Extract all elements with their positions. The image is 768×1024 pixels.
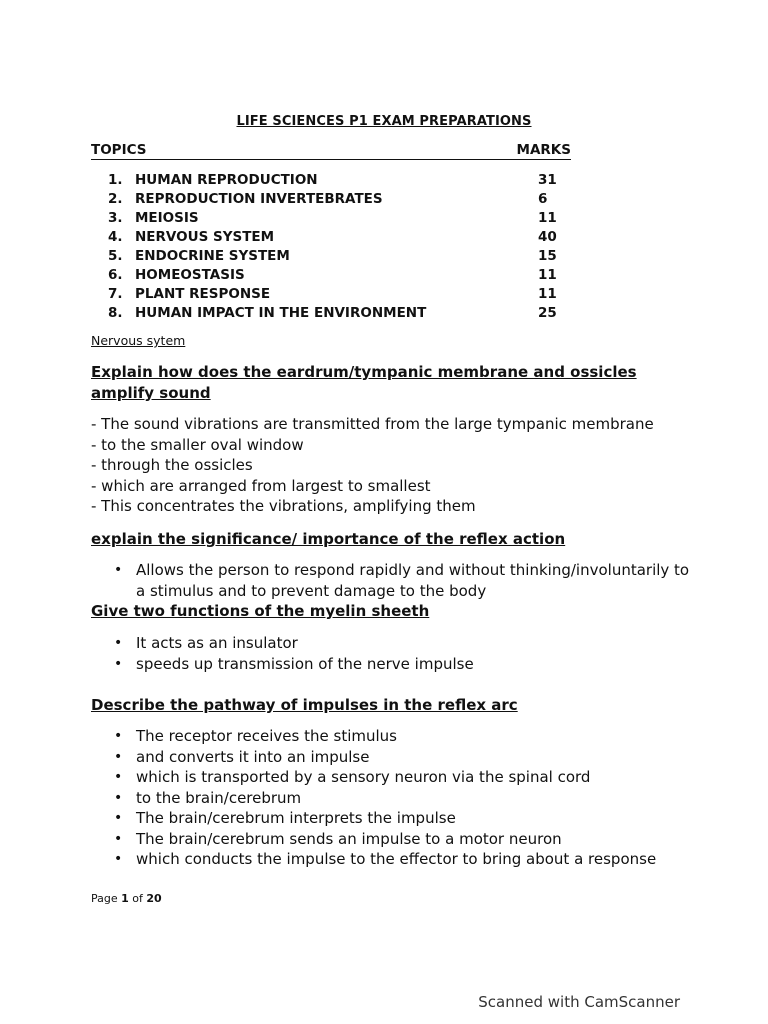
topic-name: HUMAN IMPACT IN THE ENVIRONMENT [135, 304, 427, 321]
answer-text: The brain/cerebrum sends an impulse to a motor neuron [136, 829, 562, 848]
page-current: 1 [121, 892, 129, 905]
topic-row [108, 189, 568, 208]
topic-name: HOMEOSTASIS [135, 266, 245, 283]
topic-marks: 11 [538, 266, 557, 283]
topic-marks: 31 [538, 171, 557, 188]
bullet-icon: • [114, 810, 123, 826]
topics-header [91, 142, 571, 160]
topic-number: 1. [108, 171, 123, 188]
bullet-icon: • [114, 789, 123, 806]
list-item [112, 654, 702, 675]
topic-marks: 15 [538, 247, 557, 264]
answer-line: - through the ossicles [91, 456, 253, 474]
question-heading: Explain how does the eardrum/tympanic membrane and ossicles amplify sound [91, 363, 637, 402]
topic-marks: 40 [538, 228, 557, 245]
answer-list [112, 633, 702, 674]
answer-list [112, 726, 702, 870]
topic-number: 8. [108, 304, 123, 321]
topic-name: NERVOUS SYSTEM [135, 228, 275, 245]
answer-text: which conducts the impulse to the effector to bring about a response [136, 850, 657, 868]
topic-name: MEIOSIS [135, 209, 199, 226]
list-item [112, 767, 702, 788]
list-item [112, 849, 702, 870]
topic-name: REPRODUCTION INVERTEBRATES [135, 190, 383, 207]
topic-number: 5. [108, 247, 123, 264]
answer-list [91, 414, 691, 517]
scanner-watermark: Scanned with CamScanner [478, 993, 680, 1011]
topic-row [108, 208, 568, 227]
marks-column-label: MARKS [516, 142, 571, 158]
topic-name: HUMAN REPRODUCTION [135, 171, 318, 188]
topic-name: ENDOCRINE SYSTEM [135, 247, 290, 264]
topic-marks: 25 [538, 304, 557, 321]
topic-marks: 11 [538, 285, 557, 302]
question-heading: explain the significance/ importance of the reflex action [91, 530, 566, 548]
topics-list [108, 170, 568, 322]
list-item [112, 726, 702, 747]
bullet-icon: • [114, 851, 123, 867]
topic-row [108, 303, 568, 322]
answer-text: The receptor receives the stimulus [136, 727, 397, 745]
list-item [112, 633, 702, 654]
bullet-icon: • [114, 748, 123, 765]
page-total: 20 [146, 892, 162, 905]
page-number [91, 892, 162, 905]
topic-number: 4. [108, 228, 123, 245]
topic-row [108, 284, 568, 303]
answer-text: The brain/cerebrum interprets the impulse [136, 809, 456, 827]
list-item [112, 829, 702, 850]
topic-number: 2. [108, 190, 123, 207]
answer-line: - This concentrates the vibrations, amplifying them [91, 497, 476, 515]
answer-line: - which are arranged from largest to smallest [91, 476, 431, 495]
topic-row [108, 265, 568, 284]
topic-row [108, 227, 568, 246]
question-heading: Describe the pathway of impulses in the reflex arc [91, 696, 518, 714]
topic-row [108, 246, 568, 265]
topic-number: 7. [108, 285, 123, 302]
section-heading: Nervous sytem [91, 333, 186, 348]
answer-text: to the brain/cerebrum [136, 788, 302, 807]
bullet-icon: • [114, 728, 123, 744]
bullet-icon: • [114, 562, 123, 578]
list-item [112, 788, 702, 809]
answer-text: speeds up transmission of the nerve impulse [136, 654, 474, 673]
answer-text: Allows the person to respond rapidly and without thinking/involuntarily to a stimulus and to prevent damage to the body [136, 561, 690, 600]
page-of: of [132, 892, 143, 905]
list-item [112, 808, 702, 829]
answer-text: and converts it into an impulse [136, 747, 370, 766]
topic-row [108, 170, 568, 189]
topic-name: PLANT RESPONSE [135, 285, 271, 302]
bullet-icon: • [114, 769, 123, 785]
question-heading: Give two functions of the myelin sheeth [91, 602, 430, 620]
answer-text: It acts as an insulator [136, 634, 298, 652]
answer-list [112, 560, 702, 601]
bullet-icon: • [114, 830, 123, 847]
page-prefix: Page [91, 892, 118, 905]
topic-number: 6. [108, 266, 123, 283]
topic-number: 3. [108, 209, 123, 226]
list-item [112, 747, 702, 768]
answer-line: - The sound vibrations are transmitted from the large tympanic membrane [91, 415, 654, 433]
bullet-icon: • [114, 655, 123, 672]
bullet-icon: • [114, 635, 123, 651]
list-item [112, 560, 702, 601]
topics-column-label: TOPICS [91, 142, 147, 158]
answer-text: which is transported by a sensory neuron via the spinal cord [136, 768, 591, 786]
topic-marks: 11 [538, 209, 557, 226]
topic-marks: 6 [538, 190, 548, 207]
document-title: LIFE SCIENCES P1 EXAM PREPARATIONS [236, 114, 532, 129]
answer-line: - to the smaller oval window [91, 435, 304, 454]
